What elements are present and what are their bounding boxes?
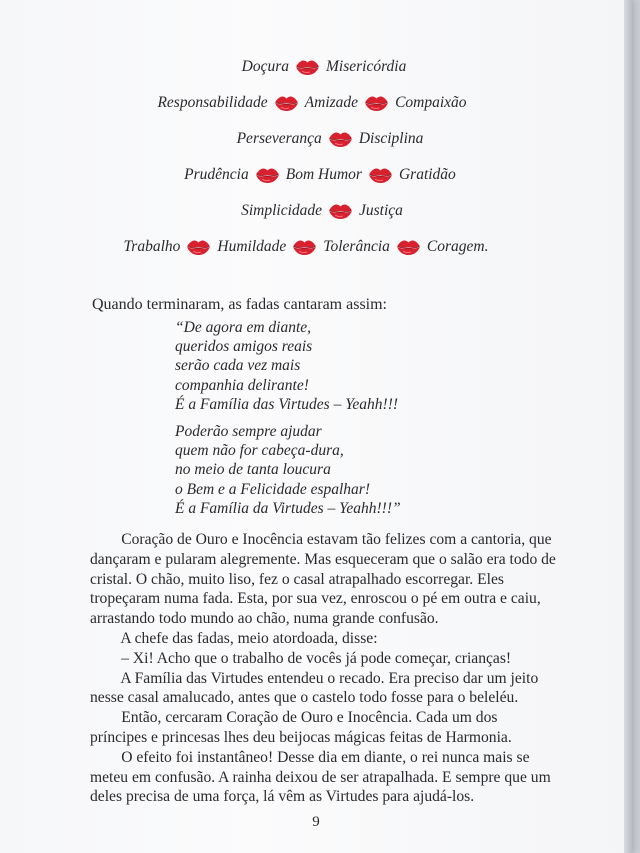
red-lips-icon [274,94,299,112]
red-lips-icon [186,238,211,256]
red-lips-icon [328,202,353,220]
poem-line: “De agora em diante, [175,319,312,336]
red-lips-icon [292,238,317,256]
story-line: nesse casal amalucado, antes que o castelo todo fosse para o beleléu. [90,689,519,707]
virtue-word: Simplicidade [241,202,323,219]
poem-line: Poderão sempre ajudar [175,423,322,441]
virtue-word: Doçura [241,58,289,75]
story-text [90,530,590,807]
poem-line: É a Família da Virtudes – Yeahh!!!” [175,499,401,517]
red-lips-icon [255,166,280,184]
virtue-word: Tolerância [323,238,390,255]
story-line: – Xi! Acho que o trabalho de vocês já pode começar, crianças! [90,649,512,667]
story-line: Então, cercaram Coração de Ouro e Inocência. Cada um dos [90,709,498,727]
fairy-song-poem [175,318,401,526]
virtue-word: Compaixão [395,94,467,111]
virtue-row [6,202,638,220]
story-line: A Família das Virtudes entendeu o recado. Era preciso dar um jeito [90,669,539,687]
poem-line: quem não for cabeça-dura, [175,442,344,460]
virtue-row [8,58,640,76]
intro-line: Quando terminaram, as fadas cantaram assim: [92,296,387,313]
red-lips-icon [396,238,421,256]
poem-line: no meio de tanta loucura [175,461,331,479]
virtue-row [14,130,640,148]
virtue-word: Responsabilidade [157,94,268,111]
story-line: O efeito foi instantâneo! Desse dia em diante, o rei nunca mais se [90,748,530,766]
red-lips-icon [368,166,393,184]
story-line: dançaram e pularam alegremente. Mas esqueceram que o salão era todo de [90,550,556,568]
virtue-word: Trabalho [123,238,181,255]
virtue-word: Prudência [184,166,249,183]
virtue-word: Justiça [359,202,403,219]
virtue-word: Gratidão [398,166,456,183]
virtue-word: Amizade [304,94,359,111]
story-line: tropeçaram numa fada. Esta, por sua vez, enroscou o pé em outra e caiu, [90,590,541,608]
virtue-word: Misericórdia [325,58,407,75]
poem-line: o Bem e a Felicidade espalhar! [175,480,370,498]
story-line: Coração de Ouro e Inocência estavam tão felizes com a cantoria, que [90,531,552,548]
virtue-word: Disciplina [358,130,424,147]
story-line: arrastando todo mundo ao chão, numa grande confusão. [90,610,439,628]
page-number: 9 [312,814,320,830]
story-line: A chefe das fadas, meio atordoada, disse: [90,629,378,647]
story-line: cristal. O chão, muito liso, fez o casal atrapalhado escorregar. Eles [90,570,504,588]
poem-stanza [175,422,401,518]
story-line: deles precisa de uma força, lá vêm as Virtudes para ajudá-los. [90,788,475,806]
page-edge [624,0,632,853]
red-lips-icon [295,58,320,76]
virtue-word: Humildade [217,238,287,255]
virtue-row [4,166,636,184]
virtue-row [0,238,622,256]
virtue-row [0,94,628,112]
poem-line: É a Família das Virtudes – Yeahh!!! [175,395,399,413]
poem-line: queridos amigos reais [175,338,313,356]
story-line: príncipes e princesas lhes deu beijocas mágicas feitas de Harmonia. [90,728,512,746]
poem-line: serão cada vez mais [175,357,301,375]
poem-stanza [175,318,401,414]
red-lips-icon [364,94,389,112]
red-lips-icon [328,130,353,148]
poem-line: companhia delirante! [175,376,309,394]
virtue-word: Coragem. [426,238,489,255]
virtue-word: Perseverança [236,130,322,147]
story-line: meteu em confusão. A rainha deixou de ser atrapalhada. E sempre que um [90,768,551,786]
virtue-word: Bom Humor [285,166,362,183]
